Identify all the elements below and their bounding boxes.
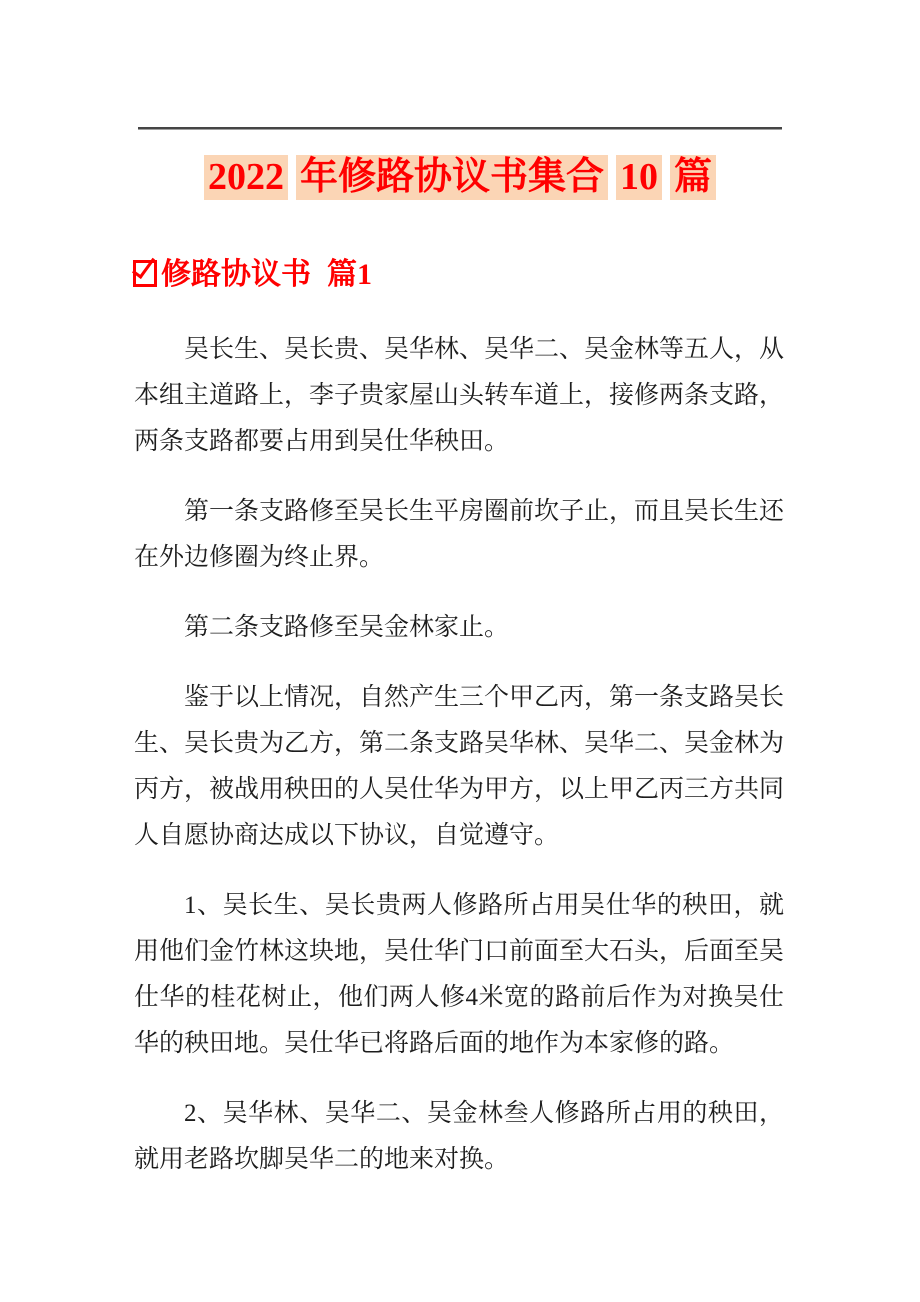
title-segment-main: 年修路协议书集合 (296, 155, 608, 200)
document-title (120, 155, 800, 200)
section-heading-number: 篇1 (327, 258, 372, 291)
paragraph-5: 1、吴长生、吴长贵两人修路所占用吴仕华的秧田，就用他们金竹林这块地，吴仕华门口前面至大石头，后面至吴仕华的桂花树止，他们两人修4米宽的路前后作为对换吴仕华的秧田地。吴仕华已将路后面的地作为本家修的路。 (134, 892, 785, 1057)
checked-checkbox-icon (133, 260, 157, 287)
title-segment-pian: 篇 (670, 155, 716, 200)
title-segment-year: 2022 (204, 155, 288, 200)
header-rule (138, 127, 782, 130)
title-segment-count: 10 (616, 155, 662, 200)
section-heading (133, 255, 782, 295)
paragraph-3: 第二条支路修至吴金林家止。 (184, 614, 510, 641)
section-heading-label: 修路协议书 (161, 258, 311, 291)
paragraph-4: 鉴于以上情况，自然产生三个甲乙丙，第一条支路吴长生、吴长贵为乙方，第二条支路吴华林、吴华二、吴金林为丙方，被战用秧田的人吴仕华为甲方，以上甲乙丙三方共同人自愿协商达成以下协议，自觉遵守。 (134, 684, 785, 849)
paragraph-2: 第一条支路修至吴长生平房圈前坎子止，而且吴长生还在外边修圈为终止界。 (134, 498, 785, 571)
document-body (134, 327, 784, 1183)
paragraph-1: 吴长生、吴长贵、吴华林、吴华二、吴金林等五人，从本组主道路上，李子贵家屋山头转车道上，接修两条支路，两条支路都要占用到吴仕华秧田。 (134, 336, 785, 455)
paragraph-6: 2、吴华林、吴华二、吴金林叁人修路所占用的秧田，就用老路坎脚吴华二的地来对换。 (134, 1100, 784, 1173)
